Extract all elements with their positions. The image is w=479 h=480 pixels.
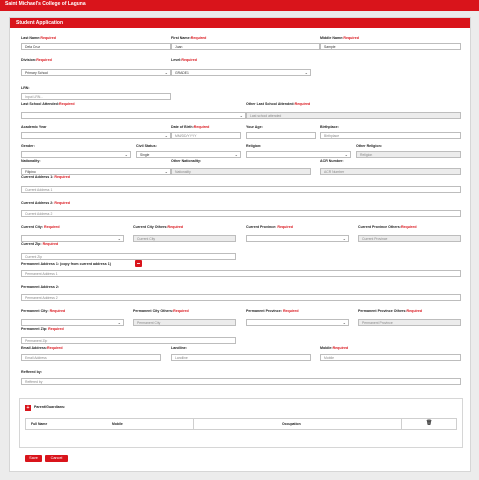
add-guardian-icon[interactable]: + (26, 405, 30, 411)
guardians-panel (19, 398, 463, 448)
permanent-province-label: Permanent Province: Required (246, 309, 299, 313)
religion-label: Religion: (246, 144, 262, 148)
current-zip-input[interactable]: Current Zip (21, 253, 236, 260)
table-left-border (25, 418, 26, 430)
current-address-2-input[interactable]: Current Address 2 (21, 210, 461, 217)
landline-label: Landline: (171, 346, 187, 350)
current-city-others-input[interactable]: Current City (133, 235, 236, 242)
other-religion-label: Other Religion: (356, 144, 382, 148)
dob-input[interactable]: MM/DD/YYYY (171, 132, 241, 139)
mobile-label: Mobile:Required (320, 346, 349, 350)
app-header (0, 0, 479, 11)
permanent-province-select[interactable] (246, 319, 349, 326)
last-school-select[interactable] (21, 112, 246, 119)
civil-status-label: Civil Status: (136, 144, 157, 148)
middle-name-label: Middle Name:Required (320, 36, 359, 40)
permanent-zip-input[interactable]: Permanent Zip (21, 337, 236, 344)
other-last-school-input[interactable]: Last school attended (246, 112, 461, 119)
current-province-label: Current Province: Required (246, 225, 293, 229)
save-button[interactable]: Save (25, 455, 42, 462)
permanent-address-1-input[interactable]: Permanent Address 1 (21, 270, 461, 277)
other-religion-input[interactable]: Religion (356, 151, 461, 158)
permanent-address-1-label: Permanent Address 1: (copy from current address 1) (21, 262, 111, 266)
reffered-by-label: Reffered by: (21, 370, 42, 374)
table-bottom-border (25, 429, 457, 430)
middle-name-input[interactable]: Sample (320, 43, 461, 50)
last-school-label: Last School Attended:Required (21, 102, 75, 106)
permanent-province-others-label: Permanent Province Others:Required (358, 309, 423, 313)
current-zip-label: Current Zip: Required (21, 242, 59, 246)
table-col-divider (193, 418, 194, 430)
card-header (10, 18, 470, 28)
civil-status-select[interactable]: Single ⌄ (136, 151, 241, 158)
religion-select[interactable] (246, 151, 351, 158)
col-occupation: Occupation (282, 422, 301, 426)
current-city-others-label: Current City Others:Required (133, 225, 184, 229)
permanent-address-2-input[interactable]: Permanent Address 2 (21, 294, 461, 301)
application-card (9, 17, 471, 472)
permanent-province-others-input[interactable]: Permanent Province (358, 319, 461, 326)
email-input[interactable]: Email Address (21, 354, 161, 361)
email-label: Email Address:Required (21, 346, 63, 350)
nationality-select[interactable]: Filipino ⌄ (21, 168, 171, 175)
first-name-label: First Name:Required (171, 36, 207, 40)
gender-label: Gender: (21, 144, 35, 148)
permanent-city-select[interactable] (21, 319, 124, 326)
permanent-city-others-input[interactable]: Permanent City (133, 319, 236, 326)
mobile-input[interactable]: Mobile (320, 354, 461, 361)
last-name-input[interactable]: Dela Cruz (21, 43, 171, 50)
table-col-divider (401, 418, 402, 430)
permanent-city-label: Permanent City: Required (21, 309, 66, 313)
landline-input[interactable]: Landline (171, 354, 311, 361)
age-label: Your Age: (246, 125, 263, 129)
first-name-input[interactable]: Juan (171, 43, 320, 50)
level-select[interactable]: GRADE1 ⌄ (171, 69, 311, 76)
current-address-1-input[interactable]: Current Address 1 (21, 186, 461, 193)
birthplace-input[interactable]: Birthplace (320, 132, 461, 139)
form-title: Student Application (16, 19, 64, 26)
lrn-label: LRN: (21, 86, 30, 90)
reffered-by-input[interactable]: Reffered by (21, 378, 461, 385)
col-mobile: Mobile (112, 422, 123, 426)
trash-icon[interactable]: 🗑 (426, 420, 433, 426)
current-province-others-label: Current Province Others:Required (358, 225, 417, 229)
current-province-select[interactable] (246, 235, 349, 242)
current-province-others-input[interactable]: Current Province (358, 235, 461, 242)
last-name-label: Last Name:Required (21, 36, 56, 40)
level-label: Level:Required (171, 58, 197, 62)
guardians-title: Parent/Guardians: (34, 405, 66, 409)
division-label: Division:Required (21, 58, 52, 62)
cancel-button[interactable]: Cancel (45, 455, 68, 462)
gender-select[interactable] (21, 151, 131, 158)
permanent-city-others-label: Permanent City Others:Required (133, 309, 189, 313)
academic-year-select[interactable] (21, 132, 171, 139)
birthplace-label: Birthplace: (320, 125, 339, 129)
col-full-name: Full Name (31, 422, 48, 426)
current-address-1-label: Current Address 1: Required (21, 175, 70, 179)
table-right-border (456, 418, 457, 430)
acr-number-label: ACR Number: (320, 159, 344, 163)
other-nationality-input[interactable]: Nationality (171, 168, 311, 175)
other-last-school-label: Other Last School Attended:Required (246, 102, 311, 106)
school-name: Saint Michael's College of Laguna (5, 1, 86, 7)
permanent-address-2-label: Permanent Address 2: (21, 285, 60, 289)
table-top-border (25, 418, 457, 419)
division-select[interactable]: Primary School ⌄ (21, 69, 171, 76)
current-city-select[interactable] (21, 235, 124, 242)
lrn-input[interactable]: Input LRN... (21, 93, 171, 100)
current-address-2-label: Current Address 2: Required (21, 201, 70, 205)
dob-label: Date of Birth:Required (171, 125, 210, 129)
acr-number-input[interactable]: ACR Number (320, 168, 461, 175)
other-nationality-label: Other Nationality: (171, 159, 202, 163)
nationality-label: Nationality: (21, 159, 41, 163)
permanent-zip-label: Permanent Zip: Required (21, 327, 64, 331)
copy-address-icon[interactable]: ⎓ (136, 261, 141, 266)
current-city-label: Current City: Required (21, 225, 60, 229)
age-input[interactable] (246, 132, 316, 139)
academic-year-label: Academic Year (21, 125, 47, 129)
